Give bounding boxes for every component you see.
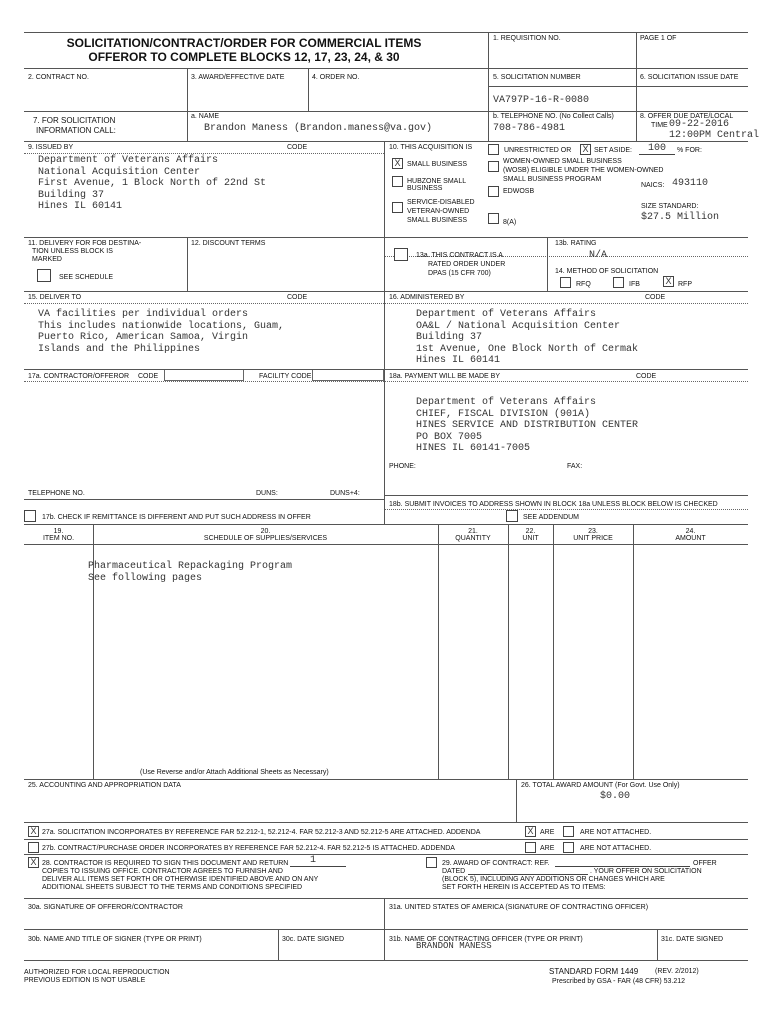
rating-label: 13b. RATING xyxy=(555,240,597,247)
col-divider xyxy=(384,898,385,960)
payment-fax-label: FAX: xyxy=(567,463,583,470)
wosb-label: WOMEN-OWNED SMALL BUSINESS xyxy=(503,158,622,165)
name-label: a. NAME xyxy=(191,113,220,120)
offer-due-time-value[interactable]: 12:00PM Central xyxy=(669,130,760,141)
payment-line: CHIEF, FISCAL DIVISION (901A) xyxy=(416,408,591,420)
percent-for-label: % FOR: xyxy=(677,147,702,154)
clause-28-label-4: ADDITIONAL SHEETS SUBJECT TO THE TERMS AND CONDITIONS SPECIFIED xyxy=(42,884,303,891)
clause-29-label-3: (BLOCK 5), INCLUDING ANY ADDITIONS OR CHANGES WHICH ARE xyxy=(442,876,665,883)
contracting-officer-name-value[interactable]: BRANDON MANESS xyxy=(416,941,492,951)
form-subtitle: OFFEROR TO COMPLETE BLOCKS 12, 17, 23, 24, & 30 xyxy=(88,50,400,64)
contracting-officer-signature-label: 31a. UNITED STATES OF AMERICA (SIGNATURE OF CONTRACTING OFFICER) xyxy=(389,904,649,911)
clause-27b-are-not-checkbox[interactable] xyxy=(563,842,574,853)
payment-line: HINES SERVICE AND DISTRIBUTION CENTER xyxy=(416,420,639,431)
col-unit-price-header: UNIT PRICE xyxy=(573,535,613,542)
delivery-fob-label-2: TION UNLESS BLOCK IS xyxy=(32,248,113,255)
col-item-no-number: 19. xyxy=(53,528,64,535)
set-aside-percent-underline xyxy=(639,154,675,155)
footer-revision: (REV. 2/2012) xyxy=(655,968,699,975)
clause-28-label-3: DELIVER ALL ITEMS SET FORTH OR OTHERWISE IDENTIFIED ABOVE AND ON ANY xyxy=(42,876,319,883)
clause-27a-checkbox[interactable]: X xyxy=(28,826,39,837)
clause-29-label: 29. AWARD OF CONTRACT: REF. xyxy=(442,860,550,867)
row-divider xyxy=(488,86,748,87)
unrestricted-label: UNRESTRICTED OR xyxy=(504,147,572,154)
administered-by-line: Department of Veterans Affairs xyxy=(416,309,597,320)
see-addendum-label: SEE ADDENDUM xyxy=(523,514,580,521)
row-divider xyxy=(24,141,748,142)
duns-plus-four-label: DUNS+4: xyxy=(330,490,360,497)
row-divider xyxy=(24,544,748,545)
contractor-code-label: CODE xyxy=(138,373,159,380)
time-label: TIME xyxy=(651,122,668,129)
wosb-label-2: (WOSB) ELIGIBLE UNDER THE WOMEN-OWNED xyxy=(503,167,664,174)
col-divider xyxy=(516,779,517,822)
contact-name-value[interactable]: Brandon Maness (Brandon.maness@va.gov) xyxy=(204,123,433,134)
hubzone-label: HUBZONE SMALL xyxy=(407,178,467,185)
clause-29-ref-underline xyxy=(555,866,690,867)
contracting-officer-name-label: 31b. NAME OF CONTRACTING OFFICER (TYPE OR PRINT) xyxy=(389,936,583,943)
clause-27a-label: 27a. SOLICITATION INCORPORATES BY REFERENCE FAR 52.212-1, 52.212-4. FAR 52.212-3 AND 52.212-5 ARE ATTACHED. ADDENDA xyxy=(42,829,481,836)
ifb-checkbox[interactable] xyxy=(613,277,624,288)
dotted-divider xyxy=(24,303,384,304)
clause-28-label: 28. CONTRACTOR IS REQUIRED TO SIGN THIS DOCUMENT AND RETURN xyxy=(42,860,289,867)
accounting-data-label: 25. ACCOUNTING AND APPROPRIATION DATA xyxy=(28,782,181,789)
col-divider xyxy=(384,141,385,524)
telephone-no-label: TELEPHONE NO. xyxy=(28,490,85,497)
unrestricted-checkbox[interactable] xyxy=(488,144,499,155)
method-of-solicitation-label: 14. METHOD OF SOLICITATION xyxy=(555,268,659,275)
eight-a-label: 8(A) xyxy=(503,219,517,226)
clause-27a-are-label: ARE xyxy=(540,829,555,836)
row-divider xyxy=(24,499,384,500)
row-divider xyxy=(24,822,748,823)
col-divider xyxy=(187,237,188,291)
requisition-no-label: 1. REQUISITION NO. xyxy=(493,35,561,42)
row-divider xyxy=(24,898,748,899)
col-divider xyxy=(438,524,439,779)
payment-code-label: CODE xyxy=(636,373,657,380)
col-unit-header: UNIT xyxy=(522,535,539,542)
row-divider xyxy=(24,854,748,855)
col-divider xyxy=(657,929,658,960)
dotted-divider xyxy=(384,303,748,304)
ifb-label: IFB xyxy=(629,281,640,288)
set-aside-percent-value[interactable]: 100 xyxy=(648,143,667,154)
acquisition-label: 10. THIS ACQUISITION IS xyxy=(389,144,473,151)
naics-label: NAICS: xyxy=(641,182,665,189)
clause-27b-are-label: ARE xyxy=(540,845,555,852)
col-quantity-number: 21. xyxy=(468,528,478,535)
discount-terms-label: 12. DISCOUNT TERMS xyxy=(191,240,266,247)
payment-line: Department of Veterans Affairs xyxy=(416,397,597,408)
col-item-no-header: ITEM NO. xyxy=(42,535,75,542)
footer-standard-form: STANDARD FORM 1449 xyxy=(549,967,639,976)
reverse-sheets-note: (Use Reverse and/or Attach Additional Sheets as Necessary) xyxy=(140,769,329,776)
form-title: SOLICITATION/CONTRACT/ORDER FOR COMMERCIAL ITEMS xyxy=(66,36,422,50)
remittance-checkbox[interactable] xyxy=(24,510,36,522)
signer-name-label: 30b. NAME AND TITLE OF SIGNER (TYPE OR PRINT) xyxy=(28,936,202,943)
solicitation-number-label: 5. SOLICITATION NUMBER xyxy=(493,74,581,81)
clause-27b-are-checkbox[interactable] xyxy=(525,842,536,853)
col-divider xyxy=(187,111,188,141)
rated-order-label-2: RATED ORDER UNDER xyxy=(428,261,506,268)
row-divider xyxy=(24,369,748,370)
col-amount-header: AMOUNT xyxy=(675,535,706,542)
edwosb-label: EDWOSB xyxy=(503,188,535,195)
clause-27a-are-not-label: ARE NOT ATTACHED. xyxy=(580,829,652,836)
offer-due-label: 8. OFFER DUE DATE/LOCAL xyxy=(640,113,734,120)
col-divider xyxy=(278,929,279,960)
wosb-label-3: SMALL BUSINESS PROGRAM xyxy=(503,176,602,183)
deliver-to-line: Islands and the Philippines xyxy=(38,343,201,355)
row-divider xyxy=(24,779,748,780)
footer-previous-edition: PREVIOUS EDITION IS NOT USABLE xyxy=(24,977,146,984)
col-divider xyxy=(187,68,188,111)
solicitation-issue-date-label: 6. SOLICITATION ISSUE DATE xyxy=(640,74,739,81)
facility-code-label: FACILITY CODE xyxy=(259,373,312,380)
size-standard-label: SIZE STANDARD: xyxy=(641,203,699,210)
rfp-checkbox[interactable]: X xyxy=(663,276,674,287)
row-divider xyxy=(24,237,748,238)
payment-line: HINES IL 60141-7005 xyxy=(416,443,531,454)
deliver-to-line: VA facilities per individual orders xyxy=(38,309,249,320)
administered-by-code-label: CODE xyxy=(645,294,666,301)
contractor-code-input[interactable] xyxy=(164,370,244,381)
info-call-label-2: INFORMATION CALL: xyxy=(36,126,116,135)
col-divider xyxy=(636,32,637,112)
row-divider xyxy=(24,68,748,69)
clause-29-dated-underline xyxy=(468,874,588,875)
rated-order-label-3: DPAS (15 CFR 700) xyxy=(428,270,491,277)
rfp-label: RFP xyxy=(678,281,692,288)
payment-line: PO BOX 7005 xyxy=(416,431,483,443)
col-divider xyxy=(636,111,637,141)
co-date-signed-label: 31c. DATE SIGNED xyxy=(661,936,724,943)
dotted-divider xyxy=(24,381,384,382)
remittance-label: 17b. CHECK IF REMITTANCE IS DIFFERENT AND PUT SUCH ADDRESS IN OFFER xyxy=(42,514,311,521)
dotted-divider xyxy=(384,509,748,510)
total-award-label: 26. TOTAL AWARD AMOUNT (For Govt. Use Only) xyxy=(521,782,680,789)
duns-label: DUNS: xyxy=(256,490,278,497)
clause-27b-checkbox[interactable] xyxy=(28,842,39,853)
see-schedule-label: SEE SCHEDULE xyxy=(59,274,114,281)
order-no-label: 4. ORDER NO. xyxy=(312,74,360,81)
submit-invoices-label: 18b. SUBMIT INVOICES TO ADDRESS SHOWN IN BLOCK 18a UNLESS BLOCK BELOW IS CHECKED xyxy=(389,501,718,508)
issued-by-code-label: CODE xyxy=(287,144,308,151)
issued-by-line: Hines IL 60141 xyxy=(38,201,123,212)
issued-by-line: First Avenue, 1 Block North of 22nd St xyxy=(38,178,267,189)
schedule-line: See following pages xyxy=(88,572,203,584)
telephone-label: b. TELEPHONE NO. (No Collect Calls) xyxy=(493,113,614,120)
clause-27b-are-not-label: ARE NOT ATTACHED. xyxy=(580,845,652,852)
col-unit-price-number: 23. xyxy=(588,528,598,535)
hubzone-label-2: BUSINESS xyxy=(407,185,443,192)
set-aside-checkbox[interactable]: X xyxy=(580,144,591,155)
solicitation-number-value[interactable]: VA797P-16-R-0080 xyxy=(493,95,590,106)
row-divider xyxy=(24,291,748,292)
issued-by-line: Building 37 xyxy=(38,189,105,201)
col-quantity-header: QUANTITY xyxy=(455,535,491,542)
see-schedule-checkbox[interactable] xyxy=(37,269,51,282)
row-divider xyxy=(384,495,748,496)
dotted-divider xyxy=(384,381,748,382)
schedule-line: Pharmaceutical Repackaging Program xyxy=(88,561,293,572)
clause-28-checkbox[interactable]: X xyxy=(28,857,39,868)
rated-order-label: 13a. THIS CONTRACT IS A xyxy=(416,252,503,259)
administered-by-line: Building 37 xyxy=(416,332,483,343)
col-divider xyxy=(308,68,309,111)
clause-29-checkbox[interactable] xyxy=(426,857,437,868)
deliver-to-label: 15. DELIVER TO xyxy=(28,294,82,301)
administered-by-line: Hines IL 60141 xyxy=(416,355,501,366)
small-business-checkbox[interactable]: X xyxy=(392,158,403,169)
edwosb-checkbox[interactable] xyxy=(488,186,499,197)
row-divider xyxy=(24,524,748,525)
sdvosb-checkbox[interactable] xyxy=(392,202,403,213)
payment-phone-label: PHONE: xyxy=(389,463,416,470)
contractor-offeror-label: 17a. CONTRACTOR/OFFEROR xyxy=(28,373,129,380)
col-divider xyxy=(488,32,489,141)
clause-29-dated-label: DATED xyxy=(442,868,466,875)
col-schedule-number: 20. xyxy=(260,528,271,535)
facility-code-input[interactable] xyxy=(312,370,384,381)
wosb-checkbox[interactable] xyxy=(488,161,499,172)
col-divider xyxy=(553,524,554,779)
clause-28-copies-underline xyxy=(290,866,346,867)
rfq-checkbox[interactable] xyxy=(560,277,571,288)
clause-29-offer-label: OFFER xyxy=(693,860,717,867)
offeror-signature-label: 30a. SIGNATURE OF OFFEROR/CONTRACTOR xyxy=(28,904,183,911)
payment-by-label: 18a. PAYMENT WILL BE MADE BY xyxy=(389,373,500,380)
issued-by-line: Department of Veterans Affairs xyxy=(38,155,219,166)
small-business-label: SMALL BUSINESS xyxy=(407,161,468,168)
clause-27a-are-checkbox[interactable]: X xyxy=(525,826,536,837)
row-divider xyxy=(24,839,748,840)
hubzone-checkbox[interactable] xyxy=(392,176,403,187)
naics-value[interactable]: 493110 xyxy=(672,178,709,189)
issued-by-label: 9. ISSUED BY xyxy=(28,144,74,151)
rating-value[interactable]: N/A xyxy=(589,250,608,261)
contract-no-label: 2. CONTRACT NO. xyxy=(28,74,89,81)
info-call-label: 7. FOR SOLICITATION xyxy=(33,116,116,125)
col-unit-number: 22. xyxy=(525,528,536,535)
clause-27b-label: 27b. CONTRACT/PURCHASE ORDER INCORPORATES BY REFERENCE FAR 52.212-4. FAR 52.212-5 IS ATTACHED. ADDENDA xyxy=(42,845,455,852)
footer-authorized: AUTHORIZED FOR LOCAL REPRODUCTION xyxy=(24,969,170,976)
offeror-date-signed-label: 30c. DATE SIGNED xyxy=(282,936,345,943)
rfq-label: RFQ xyxy=(576,281,591,288)
see-addendum-checkbox[interactable] xyxy=(506,510,518,522)
form-top-border xyxy=(24,32,748,33)
deliver-to-line: This includes nationwide locations, Guam, xyxy=(38,320,285,332)
offer-due-date-value[interactable]: 09-22-2016 xyxy=(669,119,730,130)
sdvosb-label: SERVICE-DISABLED xyxy=(407,199,475,206)
delivery-fob-label: 11. DELIVERY FOR FOB DESTINA- xyxy=(28,240,142,247)
col-amount-number: 24. xyxy=(685,528,696,535)
total-award-value[interactable]: $0.00 xyxy=(600,791,631,802)
set-aside-label: SET ASIDE: xyxy=(594,147,632,154)
clause-28-copies-value[interactable]: 1 xyxy=(310,855,317,866)
row-divider xyxy=(24,111,748,112)
col-divider xyxy=(633,524,634,779)
award-date-label: 3. AWARD/EFFECTIVE DATE xyxy=(191,74,285,81)
delivery-fob-label-3: MARKED xyxy=(32,256,62,263)
size-standard-value[interactable]: $27.5 Million xyxy=(641,212,720,223)
row-divider xyxy=(24,929,748,930)
sdvosb-label-3: SMALL BUSINESS xyxy=(407,217,468,224)
clause-29-your-offer-label: . YOUR OFFER ON SOLICITATION xyxy=(590,868,702,875)
col-divider xyxy=(508,524,509,779)
clause-27a-are-not-checkbox[interactable] xyxy=(563,826,574,837)
administered-by-line: OA&L / National Acquisition Center xyxy=(416,320,621,332)
sdvosb-label-2: VETERAN-OWNED xyxy=(407,208,470,215)
page-label: PAGE 1 OF xyxy=(640,35,677,42)
deliver-to-line: Puerto Rico, American Samoa, Virgin xyxy=(38,332,249,343)
administered-by-line: 1st Avenue, One Block North of Cermak xyxy=(416,343,639,355)
clause-29-label-4: SET FORTH HEREIN IS ACCEPTED AS TO ITEMS: xyxy=(442,884,606,891)
telephone-value[interactable]: 708-786-4981 xyxy=(493,123,566,134)
issued-by-line: National Acquisition Center xyxy=(38,166,201,178)
clause-28-label-2: COPIES TO ISSUING OFFICE. CONTRACTOR AGREES TO FURNISH AND xyxy=(42,868,283,875)
eight-a-checkbox[interactable] xyxy=(488,213,499,224)
row-divider xyxy=(24,960,748,961)
col-divider xyxy=(547,237,548,291)
rated-order-checkbox[interactable] xyxy=(394,248,408,261)
footer-prescribed-by: Prescribed by GSA - FAR (48 CFR) 53.212 xyxy=(552,978,686,985)
deliver-to-code-label: CODE xyxy=(287,294,308,301)
dotted-divider xyxy=(24,153,384,154)
administered-by-label: 16. ADMINISTERED BY xyxy=(389,294,465,301)
col-schedule-header: SCHEDULE OF SUPPLIES/SERVICES xyxy=(203,535,328,542)
